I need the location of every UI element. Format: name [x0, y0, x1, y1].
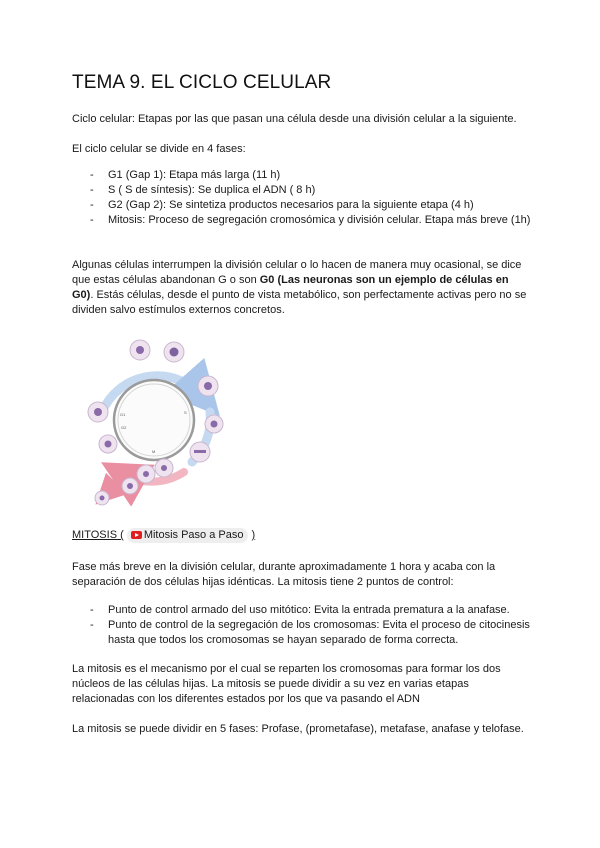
- diagram-label-m: M: [152, 449, 156, 454]
- control-list: [72, 603, 532, 648]
- list-item: - G1 (Gap 1): Etapa más larga (11 h): [90, 169, 281, 181]
- mitosis-fases: La mitosis se puede dividir en 5 fases: Profase, (prometafase), metafase, anafase y telofase.: [72, 723, 524, 735]
- mitosis-reparto: La mitosis es el mecanismo por el cual se reparten los cromosomas para formar los dos núcleos de las células hijas. La mitosis se puede dividir a su vez en varias etapas relacionadas con los diferentes estados por los que va pasando el ADN: [72, 663, 501, 705]
- g0-bold: G0 (Las neuronas son un ejemplo de células en G0): [72, 274, 509, 301]
- g0-paragraph: Algunas células interrumpen la división celular o lo hacen de manera muy ocasional, se dice que estas células abandonan G o son G0 (Las neuronas son un ejemplo de células en G0). Estás células, desde el punto de vista metabólico, son perfectamente activas pero no se dividen salvo estímulos externos concretos.: [72, 259, 527, 316]
- mitosis-heading: MITOSIS ( Mitosis Paso a Paso ): [72, 529, 256, 541]
- intro-paragraph: Ciclo celular: Etapas por las que pasan una célula desde una división celular a la siguiente.: [72, 113, 517, 125]
- fases-list: [72, 168, 532, 228]
- list-item: - Punto de control armado del uso mitótico: Evita la entrada prematura a la anafase.: [90, 604, 510, 616]
- list-item: - Punto de control de la segregación de los cromosomas: Evita el proceso de citocinesis hasta que todos los cromosomas se hayan separado de forma correcta.: [90, 619, 530, 646]
- youtube-icon: [131, 531, 142, 539]
- fases-intro: El ciclo celular se divide en 4 fases:: [72, 143, 246, 155]
- list-item: - G2 (Gap 2): Se sintetiza productos necesarios para la siguiente etapa (4 h): [90, 199, 474, 211]
- mitosis-description: Fase más breve en la división celular, durante aproximadamente 1 hora y acaba con la separación de dos células hijas idénticas. La mitosis tiene 2 puntos de control:: [72, 561, 496, 588]
- cell-cycle-diagram: [84, 334, 224, 514]
- diagram-label-g1: G1: [120, 412, 126, 417]
- diagram-label-g2: G2: [121, 425, 127, 430]
- list-item: - S ( S de síntesis): Se duplica el ADN ( 8 h): [90, 184, 316, 196]
- mitosis-video-link[interactable]: Mitosis Paso a Paso: [127, 528, 249, 543]
- list-item: - Mitosis: Proceso de segregación cromosómica y división celular. Etapa más breve (1h): [90, 214, 531, 226]
- page-title: TEMA 9. EL CICLO CELULAR: [72, 72, 332, 93]
- diagram-label-s: S: [184, 410, 187, 415]
